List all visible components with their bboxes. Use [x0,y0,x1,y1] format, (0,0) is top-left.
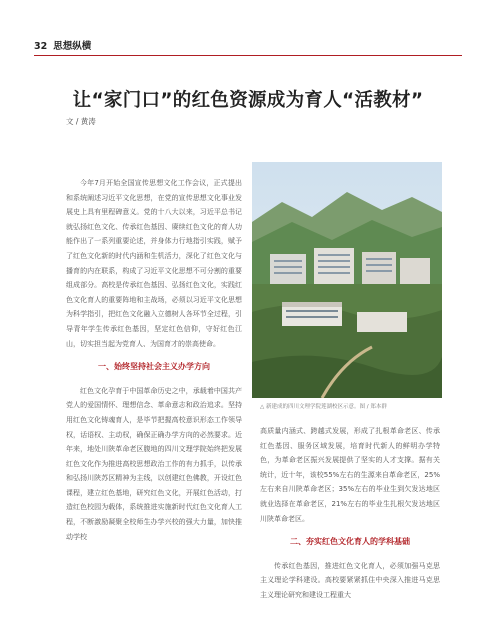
article-title: 让“家门口”的红色资源成为育人“活教材” [72,90,424,111]
section-1-heading: 一、始终坚持社会主义办学方向 [98,362,210,372]
page-header [34,38,91,52]
right-paragraph-1: 高质量内涵式、跨越式发展，形成了扎根革命老区、传承红色基因、服务区域发展，培育时代新人的鲜明办学特色，为革命老区振兴发展提供了坚实的人才支撑。据有关统计，近十年，该校55%左右的生源来自革命老区，25%左右来自川陕革命老区；35%左右的毕业生到欠发达地区就业选择在革命老区，21%左右的毕业生扎根欠发达地区川陕革命老区。 [260,427,440,523]
campus-photo [252,162,442,398]
right-column [260,424,440,603]
header-rule [34,55,462,56]
article-author: 文 / 黄涛 [66,117,96,126]
photo-caption: △ 新建成的四川文理学院莲湖校区示意。图 / 郑本群 [260,404,387,410]
right-paragraph-2: 传承红色基因，推进红色文化育人，必须加强马克思主义理论学科建设。高校要紧紧抓住中央深入推进马克思主义理论研究和建设工程重大 [260,561,440,599]
section-2-heading: 二、夯实红色文化育人的学科基础 [290,537,410,547]
left-column [66,176,242,544]
page-number: 32 [34,41,48,52]
section-1-paragraph: 红色文化孕育于中国革命历史之中，承载着中国共产党人的爱国情怀、理想信念、革命意志和政治追求。坚持用红色文化铸魂育人，是毕节把握高校意识形态工作领导权，话语权、主动权，确保正确办学方向的必然要求。近年来，地处川陕革命老区腹地的四川文理学院始终把发展红色文化作为推进高校思想政治工作的有力抓手，以传承和弘扬川陕苏区精神为主线，以创建红色佛教，开设红色课程，建立红色基地，研究红色文化，开展红色活动，打造红色校园为载体，系统推进实施新时代红色文化育人工程，不断激励凝聚全校师生办学兴校的强大力量，加快推动学校 [66,386,242,541]
section-name: 思想纵横 [53,41,92,52]
intro-paragraph: 今年7月开始全国宣传思想文化工作会议，正式提出和系统阐述习近平文化思想，在党的宣传思想文化事业发展史上具有里程碑意义。党的十八大以来，习近平总书记就弘扬红色文化、传承红色基因、赓续红色文化的育人功能作出了一系列重要论述，并身体力行地指引实践，赋予了红色文化新的时代内涵和生机活力，深化了红色文化与播育的内在联系，构成了习近平文化思想不可分割的重要组成部分。高校是传承红色基因、弘扬红色文化，实践红色文化育人的重要阵地和主战场，必须以习近平文化思想为科学指引，把红色文化融入立德树人各环节全过程，引导青年学生传承红色基因，坚定红色信仰，守好红色江山，切实担当起为党育人、为国育才的崇高使命。 [66,179,242,348]
